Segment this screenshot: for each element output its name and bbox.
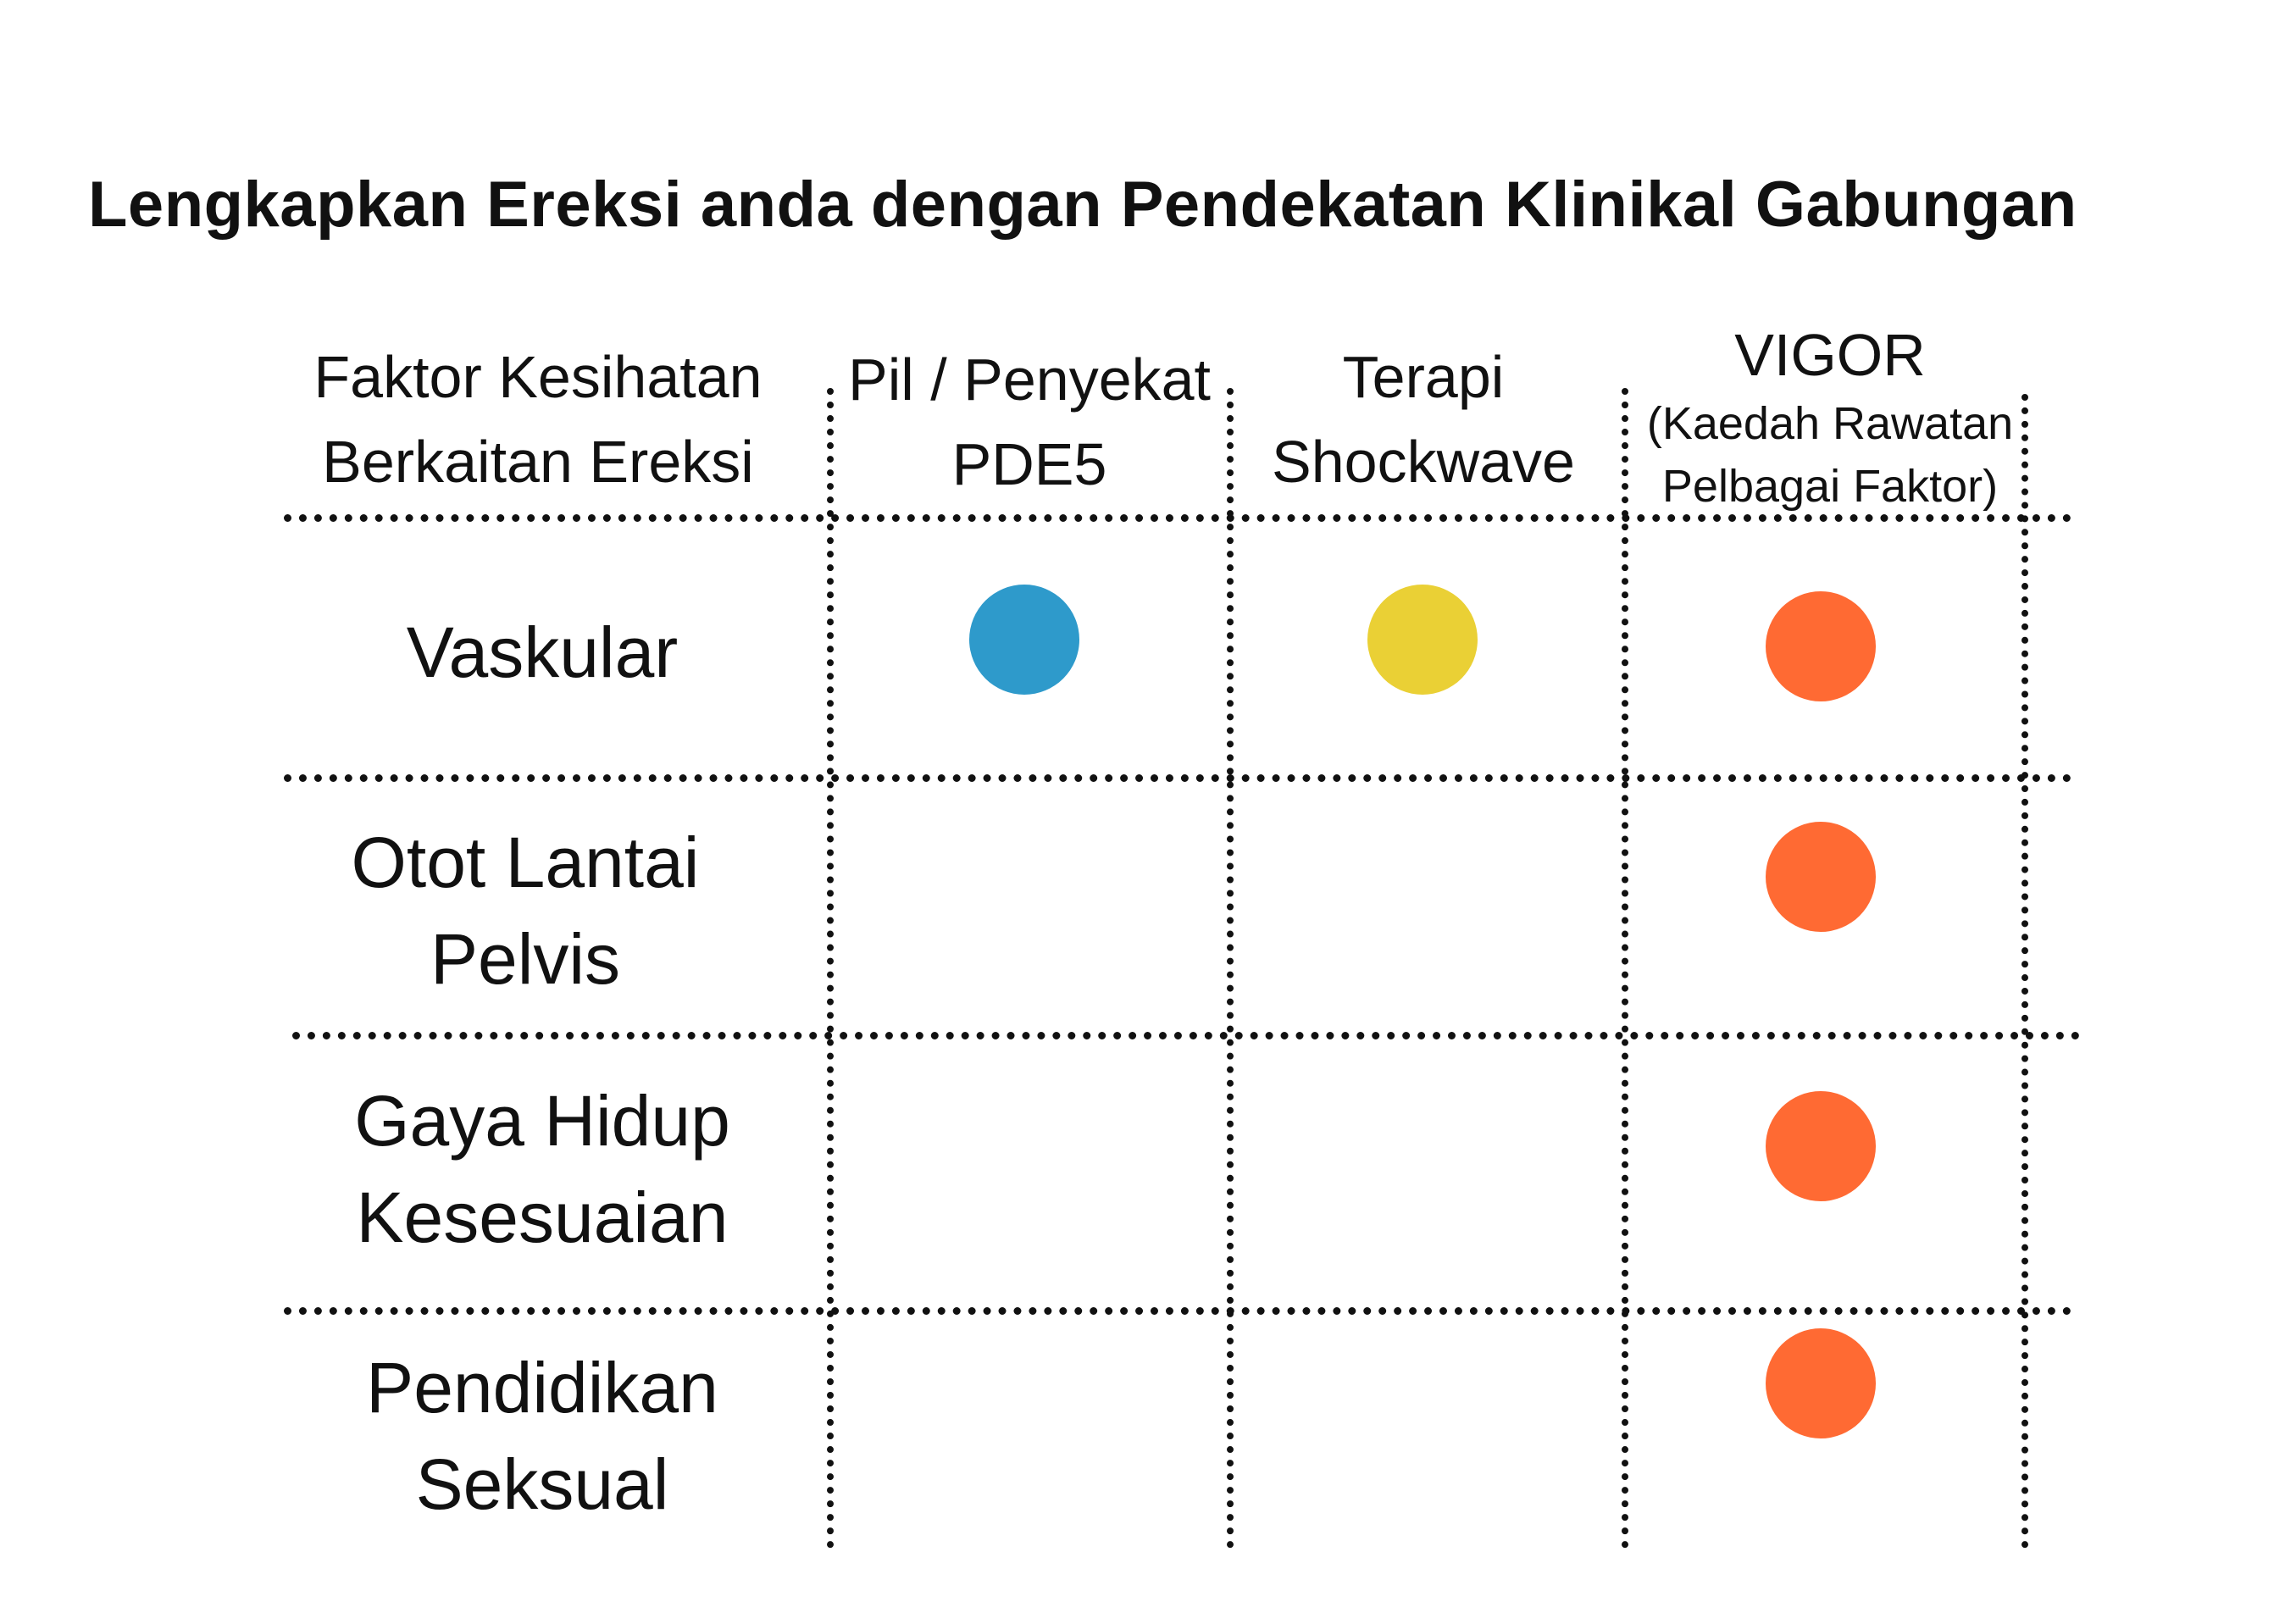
row-label-line: Gaya Hidup xyxy=(354,1081,730,1161)
column-divider xyxy=(827,388,834,1549)
column-header-line: Shockwave xyxy=(1272,429,1575,495)
column-divider xyxy=(1227,388,1234,1549)
row-label-line: Kesesuaian xyxy=(356,1178,729,1257)
column-header-vigor xyxy=(1627,320,2033,515)
row-label-line: Otot Lantai xyxy=(351,823,700,902)
column-divider xyxy=(2021,394,2028,1549)
page-title: Lengkapkan Ereksi anda dengan Pendekatan Klinikal Gabungan xyxy=(88,169,2077,241)
row-divider xyxy=(284,514,2071,522)
row-label-gaya-hidup xyxy=(271,1042,813,1296)
row-divider xyxy=(284,1307,2071,1315)
vigor-title: VIGOR xyxy=(1734,322,1926,388)
dot-vigor-gaya-hidup xyxy=(1766,1091,1876,1201)
row-divider xyxy=(284,774,2071,782)
column-header-line: Faktor Kesihatan xyxy=(313,344,763,410)
row-label-line: Seksual xyxy=(415,1444,669,1524)
dot-vigor-vaskular xyxy=(1766,591,1876,701)
column-header-line: PDE5 xyxy=(951,431,1107,497)
column-divider xyxy=(1622,388,1628,1549)
dot-vigor-pendidikan-seksual xyxy=(1766,1328,1876,1438)
vigor-subtitle-line: Pelbagai Faktor) xyxy=(1661,461,1999,512)
row-divider xyxy=(292,1032,2080,1039)
row-label-line: Vaskular xyxy=(406,612,679,692)
dot-pil-pde5-vaskular xyxy=(969,585,1079,695)
column-header-line: Berkaitan Ereksi xyxy=(322,429,754,495)
row-label-otot-lantai-pelvis xyxy=(254,784,796,1038)
column-header-terapi-shockwave xyxy=(1233,335,1614,504)
column-header-line: Terapi xyxy=(1342,344,1505,410)
row-label-vaskular xyxy=(271,525,813,779)
row-label-line: Pendidikan xyxy=(366,1348,718,1427)
row-label-line: Pelvis xyxy=(430,919,621,999)
dot-vigor-otot-lantai-pelvis xyxy=(1766,822,1876,932)
column-header-pil-pde5 xyxy=(830,337,1228,507)
row-label-pendidikan-seksual xyxy=(271,1309,813,1563)
dot-terapi-shockwave-vaskular xyxy=(1367,585,1478,695)
vigor-subtitle-line: (Kaedah Rawatan xyxy=(1646,398,2014,449)
column-header-factor xyxy=(271,335,805,504)
column-header-line: Pil / Penyekat xyxy=(848,346,1211,413)
